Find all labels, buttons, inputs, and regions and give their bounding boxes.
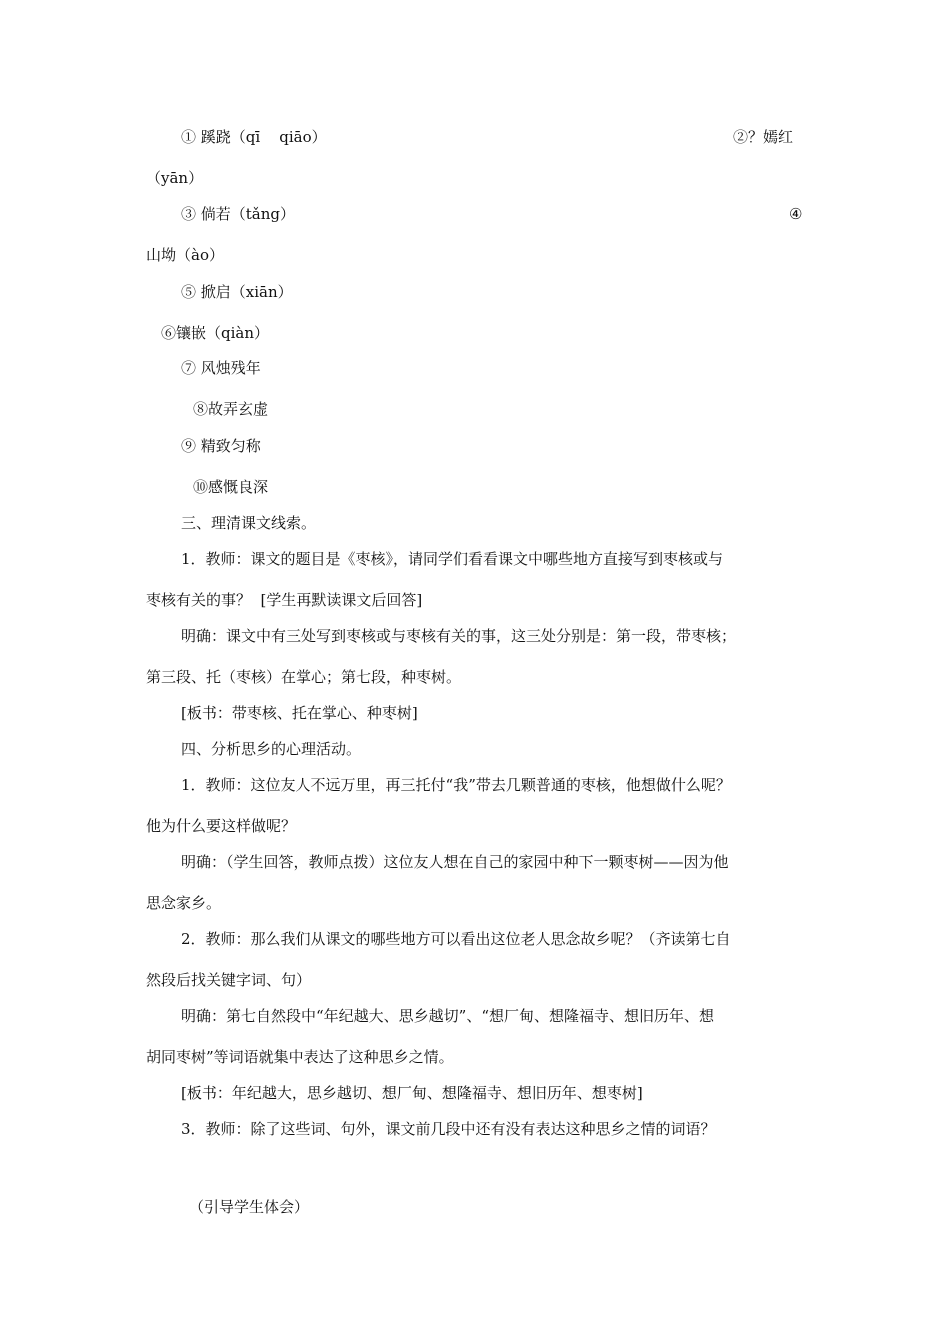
section-4-answer-1-line-1: 明确：（学生回答，教师点拨）这位友人想在自己的家园中种下一颗枣树——因为他 [181, 853, 729, 871]
vocab-item-6: ⑥镶嵌（qiàn） [161, 324, 270, 342]
section-4-question-2-line-2: 然段后找关键字词、句） [146, 971, 312, 989]
section-3-answer-1-line-1: 明确：课文中有三处写到枣核或与枣核有关的事，这三处分别是：第一段，带枣核； [181, 627, 737, 645]
vocab-item-7: ⑦ 风烛残年 [181, 359, 261, 377]
section-4-answer-1-line-2: 思念家乡。 [146, 894, 222, 912]
vocab-item-3: ③ 倘若（tǎng） [181, 205, 296, 223]
vocab-item-5: ⑤ 掀启（xiān） [181, 283, 293, 301]
vocab-item-9: ⑨ 精致匀称 [181, 437, 261, 455]
section-3-question-1-line-1: 1．教师：课文的题目是《枣核》，请同学们看看课文中哪些地方直接写到枣核或与 [181, 550, 724, 568]
section-4-question-1-line-2: 他为什么要这样做呢？ [146, 817, 297, 835]
vocab-item-8: ⑧故弄玄虚 [193, 400, 269, 418]
section-4-question-3: 3．教师：除了这些词、句外，课文前几段中还有没有表达这种思乡之情的词语？ [181, 1120, 716, 1138]
section-3-answer-1-line-2: 第三段、托（枣核）在掌心；第七段，种枣树。 [146, 668, 462, 686]
section-4-guide-note: （引导学生体会） [189, 1198, 310, 1216]
vocab-item-2-tail: （yān） [146, 169, 204, 187]
section-4-question-1-line-1: 1．教师：这位友人不远万里，再三托付“我”带去几颗普通的枣核，他想做什么呢？ [181, 776, 731, 794]
vocab-item-4-tail: 山坳（ào） [146, 246, 224, 264]
vocab-item-4-head: ④ [789, 205, 803, 223]
section-4-answer-2-line-2: 胡同枣树”等词语就集中表达了这种思乡之情。 [146, 1048, 454, 1066]
section-3-heading: 三、理清课文线索。 [181, 514, 317, 532]
vocab-item-10: ⑩感慨良深 [193, 478, 269, 496]
section-4-board-note: [板书：年纪越大，思乡越切、想厂甸、想隆福寺、想旧历年、想枣树] [181, 1084, 643, 1102]
section-4-question-2-line-1: 2．教师：那么我们从课文的哪些地方可以看出这位老人思念故乡呢？（齐读第七自 [181, 930, 731, 948]
section-3-question-1-line-2: 枣核有关的事？ [学生再默读课文后回答] [146, 591, 423, 609]
vocab-item-1: ① 蹊跷（qī qiāo） [181, 128, 327, 146]
section-3-board-note: [板书：带枣核、托在掌心、种枣树] [181, 704, 418, 722]
section-4-heading: 四、分析思乡的心理活动。 [181, 740, 362, 758]
section-4-answer-2-line-1: 明确：第七自然段中“年纪越大、思乡越切”、“想厂甸、想隆福寺、想旧历年、想 [181, 1007, 715, 1025]
vocab-item-2-head: ②？嫣红 [733, 128, 794, 146]
